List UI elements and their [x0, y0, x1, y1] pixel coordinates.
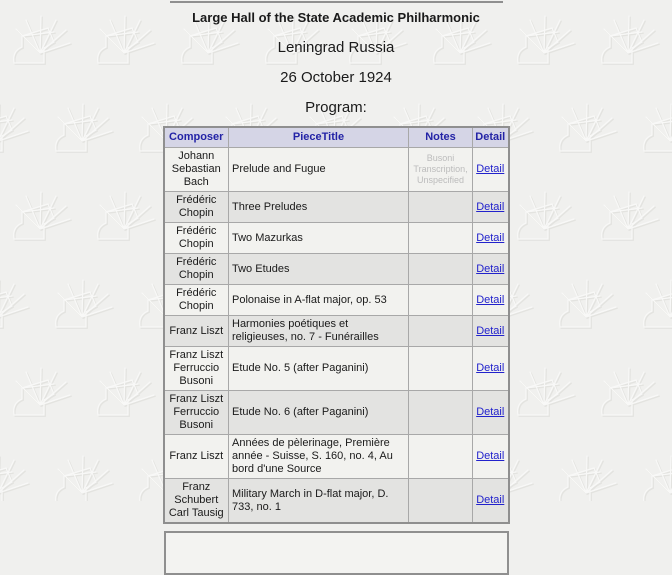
detail-link[interactable]: Detail — [476, 450, 505, 462]
column-header-composer: Composer — [164, 127, 229, 148]
detail-link[interactable]: Detail — [476, 163, 505, 175]
composer-cell: Franz Liszt — [164, 435, 229, 479]
table-row — [164, 435, 509, 479]
table-row — [164, 479, 509, 524]
piece-title-cell: Three Preludes — [229, 192, 409, 223]
table-row — [164, 223, 509, 254]
notes-cell — [409, 254, 473, 285]
composer-cell: Franz Liszt Ferruccio Busoni — [164, 347, 229, 391]
piece-title-cell: Etude No. 5 (after Paganini) — [229, 347, 409, 391]
table-header-row — [164, 127, 509, 148]
table-row — [164, 391, 509, 435]
composer-cell: Frédéric Chopin — [164, 223, 229, 254]
previous-section-divider — [170, 1, 503, 3]
composer-cell: Frédéric Chopin — [164, 285, 229, 316]
notes-cell: Busoni Transcription, Unspecified — [409, 148, 473, 192]
column-header-notes: Notes — [409, 127, 473, 148]
piece-title-cell: Military March in D-flat major, D. 733, no. 1 — [229, 479, 409, 524]
notes-cell — [409, 435, 473, 479]
detail-cell — [473, 285, 509, 316]
detail-link[interactable]: Detail — [476, 231, 505, 244]
notes-cell — [409, 479, 473, 524]
program-label: Program: — [305, 99, 367, 116]
piece-title-cell: Harmonies poétiques et religieuses, no. 7 - Funérailles — [229, 316, 409, 347]
composer-cell: Johann Sebastian Bach — [164, 148, 229, 192]
detail-cell — [473, 192, 509, 223]
piece-title-cell: Two Mazurkas — [229, 223, 409, 254]
page — [0, 1, 672, 575]
column-header-piecetitle: PieceTitle — [229, 127, 409, 148]
detail-cell — [473, 148, 509, 192]
table-row — [164, 192, 509, 223]
next-section-box — [164, 531, 509, 575]
program-table — [163, 126, 510, 524]
detail-link[interactable]: Detail — [476, 362, 505, 374]
composer-cell: Frédéric Chopin — [164, 254, 229, 285]
notes-cell — [409, 192, 473, 223]
detail-cell — [473, 223, 509, 254]
piece-title-cell: Prelude and Fugue — [229, 148, 409, 192]
piece-title-cell: Années de pèlerinage, Première année - Suisse, S. 160, no. 4, Au bord d'une Source — [229, 435, 409, 479]
table-row — [164, 148, 509, 192]
table-row — [164, 254, 509, 285]
detail-link[interactable]: Detail — [476, 406, 505, 418]
detail-cell — [473, 479, 509, 524]
detail-link[interactable]: Detail — [476, 262, 505, 275]
page-title: Large Hall of the State Academic Philharmonic — [192, 10, 480, 25]
detail-cell — [473, 391, 509, 435]
location-text: Leningrad Russia — [277, 39, 395, 56]
table-row — [164, 347, 509, 391]
piece-title-cell: Two Etudes — [229, 254, 409, 285]
notes-cell — [409, 347, 473, 391]
detail-cell — [473, 316, 509, 347]
composer-cell: Franz Schubert Carl Tausig — [164, 479, 229, 524]
notes-cell — [409, 223, 473, 254]
table-row — [164, 316, 509, 347]
composer-cell: Frédéric Chopin — [164, 192, 229, 223]
detail-cell — [473, 254, 509, 285]
date-text: 26 October 1924 — [280, 69, 392, 86]
detail-link[interactable]: Detail — [476, 324, 505, 337]
program-table-body — [164, 148, 509, 524]
notes-cell — [409, 285, 473, 316]
detail-link[interactable]: Detail — [476, 494, 505, 506]
detail-cell — [473, 435, 509, 479]
piece-title-cell: Etude No. 6 (after Paganini) — [229, 391, 409, 435]
detail-link[interactable]: Detail — [476, 293, 505, 306]
column-header-detail: Detail — [473, 127, 509, 148]
detail-link[interactable]: Detail — [476, 200, 505, 213]
notes-cell — [409, 316, 473, 347]
table-row — [164, 285, 509, 316]
detail-cell — [473, 347, 509, 391]
composer-cell: Franz Liszt — [164, 316, 229, 347]
composer-cell: Franz Liszt Ferruccio Busoni — [164, 391, 229, 435]
notes-cell — [409, 391, 473, 435]
piece-title-cell: Polonaise in A-flat major, op. 53 — [229, 285, 409, 316]
